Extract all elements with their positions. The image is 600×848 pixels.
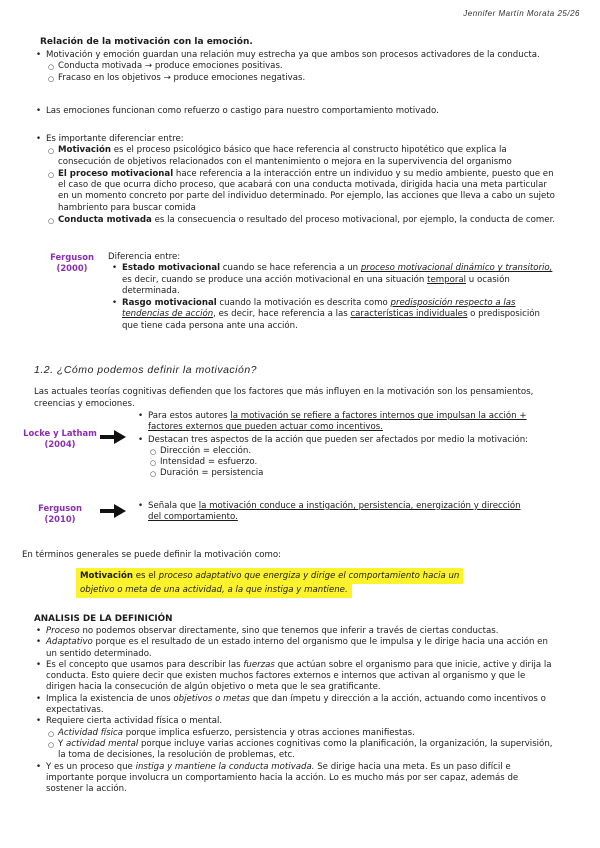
text: Es el concepto que usamos para describir las	[46, 659, 244, 670]
emotion-list-1	[34, 50, 554, 84]
emphasis: Proceso	[46, 626, 80, 636]
author-ferguson-2010	[28, 503, 92, 525]
text: porque es el resultado de un estado interno del organismo que le impulsa y le dirige hacia una acción en un sentido determinado.	[46, 637, 548, 659]
definition-highlight	[76, 569, 476, 597]
author-year: (2004)	[44, 439, 76, 449]
list-item	[34, 660, 556, 694]
list-item	[34, 626, 556, 637]
underlined-text: temporal	[427, 274, 467, 285]
ferguson-2010-content	[136, 501, 536, 524]
emphasis: actividad mental	[65, 738, 139, 749]
emphasis: fuerzas	[243, 659, 275, 670]
analysis-title: ANALISIS DE LA DEFINICIÓN	[34, 614, 173, 624]
text: Implica la existencia de unos	[46, 693, 174, 704]
differentiate-list	[34, 134, 556, 226]
list-item-text: Las emociones funcionan como refuerzo o castigo para nuestro comportamiento motivado.	[46, 106, 439, 116]
list-item-text: Intensidad = esfuerzo.	[160, 457, 258, 468]
text: es decir, cuando se produce una acción motivacional en una situación	[122, 274, 428, 285]
list-item	[136, 435, 556, 446]
arrow-right-icon	[100, 504, 126, 518]
emphasis: Actividad física	[58, 727, 124, 738]
list-item	[110, 263, 556, 297]
list-item-text: Duración = persistencia	[160, 468, 264, 479]
analysis-list	[34, 626, 556, 795]
definition-term: Motivación	[80, 571, 133, 581]
text: cuando se hace referencia a un	[220, 263, 361, 274]
list-item	[46, 739, 556, 762]
list-item-text: Requiere cierta actividad física o mental.	[46, 716, 223, 727]
text: o predisposición que tiene cada persona ante una acción.	[122, 309, 540, 331]
list-item-text: Destacan tres aspectos de la acción que pueden ser afectados por medio la motivación:	[148, 434, 529, 445]
emphasis: objetivos o metas	[173, 693, 250, 704]
list-item-text: Dirección = elección.	[160, 445, 252, 456]
list-item-text: hace referencia a la interacción entre un individuo y su medio ambiente, puesto que en el caso de que ocurra dicho proceso, que acabará con una conducta motivada, dirigida hacia una meta particular en un momento concreto por parte del individuo determinado. Por ejemplo, las acciones que lleva a cabo un sujeto hambriento para buscar comida	[58, 168, 555, 213]
intro-text: Diferencia entre:	[108, 252, 181, 262]
header-note: Jennifer Martín Morata 25/26	[463, 9, 580, 18]
text: Para estos autores	[148, 411, 231, 421]
list-item	[46, 73, 554, 84]
emphasis: instiga y mantiene la conducta motivada.	[135, 761, 315, 772]
author-ferguson-2000	[44, 252, 100, 274]
term: Motivación	[58, 145, 111, 156]
list-item	[34, 694, 556, 717]
text: que dan ímpetu y dirección a la acción, actuando como incentivos o expectativas.	[46, 693, 546, 716]
list-item	[136, 501, 536, 524]
section-title-emotion: Relación de la motivación con la emoción.	[40, 37, 253, 47]
list-item	[34, 134, 556, 145]
arrow-right-icon	[100, 430, 126, 444]
general-intro: En términos generales se puede definir la motivación como:	[22, 550, 282, 560]
text: u ocasión determinada.	[122, 274, 510, 296]
underlined-text: la motivación se refiere a factores internos que impulsan la acción + factores externos que pueden actuar como incentivos.	[148, 411, 527, 433]
text: , es decir, hace referencia a las	[213, 309, 351, 320]
term: Conducta motivada	[58, 215, 152, 226]
list-item	[46, 169, 556, 214]
list-item	[34, 762, 556, 796]
author-name: Locke y Latham	[23, 428, 97, 438]
list-item	[110, 298, 556, 332]
list-item	[148, 446, 556, 457]
text: no podemos observar directamente, sino que tenemos que inferir a través de ciertas conductas.	[79, 626, 499, 636]
list-item	[46, 61, 554, 72]
author-name: Ferguson	[38, 503, 82, 513]
author-locke-latham	[20, 428, 100, 450]
locke-content	[136, 411, 556, 480]
list-item	[46, 215, 556, 226]
definition-text: proceso adaptativo que energiza y dirige el comportamiento hacia un objetivo o meta de una actividad, a la que instiga y mantiene.	[80, 571, 460, 595]
list-item	[148, 468, 556, 479]
section-intro: Las actuales teorías cognitivas defienden que los factores que más influyen en la motivación son los pensamientos, creencias y emociones.	[34, 387, 534, 409]
underlined-text: proceso motivacional dinámico y transitorio,	[360, 263, 553, 274]
text: Señala que	[148, 501, 199, 511]
list-item-text: Conducta motivada → produce emociones positivas.	[58, 61, 283, 72]
term: Rasgo motivacional	[122, 298, 217, 309]
list-item-text: es la consecuencia o resultado del proceso motivacional, por ejemplo, la conducta de comer.	[151, 215, 556, 226]
list-item	[46, 145, 556, 168]
emphasis: Adaptativo	[46, 637, 93, 648]
text: es el	[132, 571, 159, 581]
list-item-text: Es importante diferenciar entre:	[46, 134, 184, 144]
text: Y es un proceso que	[46, 761, 136, 772]
list-item	[136, 411, 556, 434]
author-name: Ferguson	[50, 252, 94, 262]
text: porque incluye varias acciones cognitivas como la planificación, la organización, la supervisión, la toma de decisiones, la resolución de problemas, etc.	[58, 738, 553, 761]
emotion-list-2	[34, 106, 554, 117]
section-title-definition: 1.2. ¿Cómo podemos definir la motivación?	[34, 364, 258, 376]
underlined-text: predisposición respecto a las tendencias de acción	[122, 298, 516, 320]
text: Se dirige hacia una meta. Es un paso difícil e importante porque involucra un comportamiento hacia la acción. Lo es mucho más por ser capaz, además de sostener la acción.	[46, 761, 519, 795]
list-item	[34, 106, 554, 117]
text: porque implica esfuerzo, persistencia y otras acciones manifiestas.	[123, 727, 415, 738]
underlined-text: características individuales	[350, 309, 468, 320]
text: que actúan sobre el organismo para que inicie, active y dirija la conducta. Esto quiere decir que existen muchos factores externos e internos que activan al organismo y que le dirigen hacia la consecución de algún objetivo o meta que le sea gratificante.	[46, 659, 552, 693]
text: Y	[58, 738, 66, 749]
list-item	[34, 50, 554, 61]
list-item	[34, 637, 556, 660]
list-item	[34, 716, 556, 727]
list-item	[46, 728, 556, 739]
list-item	[148, 457, 556, 468]
list-item-text: Motivación y emoción guardan una relación muy estrecha ya que ambos son procesos activadores de la conducta.	[46, 50, 540, 60]
author-year: (2000)	[56, 263, 88, 273]
list-item-text: es el proceso psicológico básico que hace referencia al constructo hipotético que explica la consecución de objetivos relacionados con el mantenimiento o mejora en la supervivencia del organismo	[58, 145, 512, 167]
term: El proceso motivacional	[58, 168, 174, 179]
text: cuando la motivación es descrita como	[216, 298, 391, 309]
list-item-text: Fracaso en los objetivos → produce emociones negativas.	[58, 72, 306, 83]
term: Estado motivacional	[122, 263, 221, 274]
underlined-text: la motivación conduce a instigación, persistencia, energización y dirección del comportamiento.	[148, 501, 521, 523]
author-year: (2010)	[44, 514, 76, 524]
ferguson-2000-content	[108, 252, 556, 332]
